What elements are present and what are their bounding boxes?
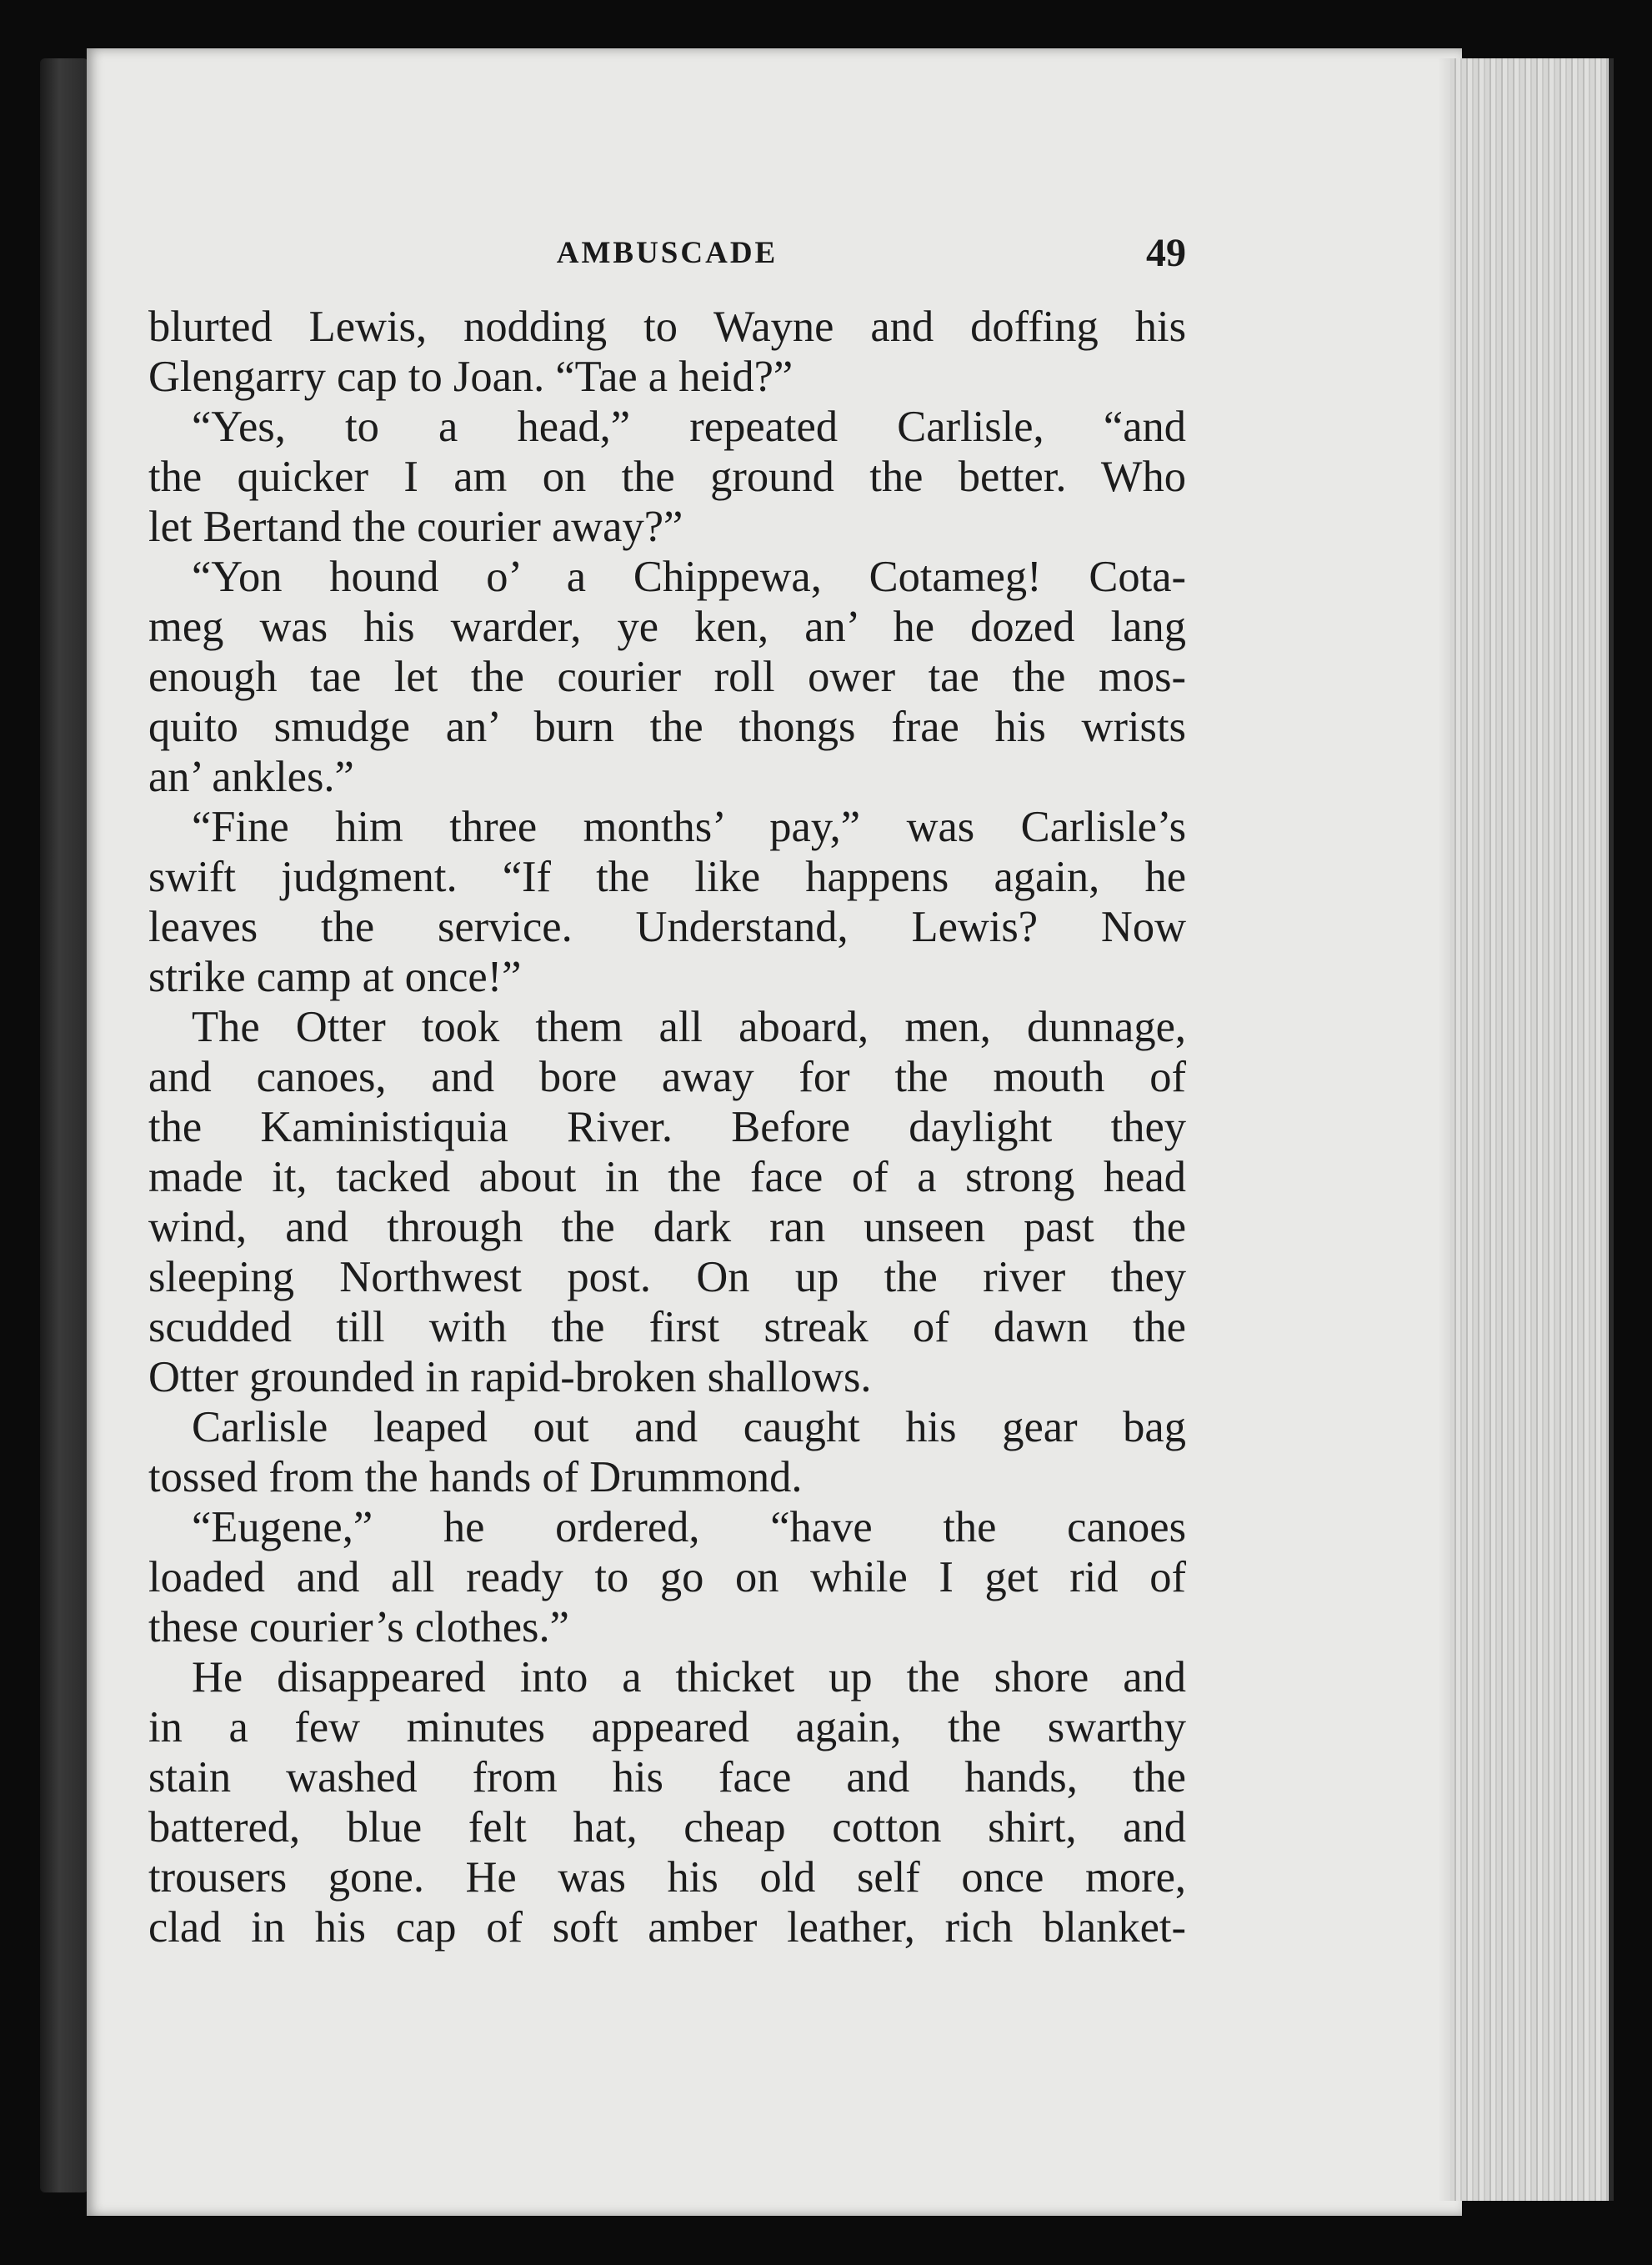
text-line: trousers gone. He was his old self once more, xyxy=(148,1853,1186,1902)
text-line: “Yes, to a head,” repeated Carlisle, “and xyxy=(192,403,1186,451)
page-stack-edges xyxy=(1450,58,1614,2201)
text-line: “Fine him three months’ pay,” was Carlisle’s xyxy=(192,803,1186,851)
text-line: meg was his warder, ye ken, an’ he dozed lang xyxy=(148,603,1186,651)
text-line: and canoes, and bore away for the mouth of xyxy=(148,1053,1186,1101)
text-line: “Eugene,” he ordered, “have the canoes xyxy=(192,1503,1186,1551)
text-line: stain washed from his face and hands, the xyxy=(148,1753,1186,1801)
text-line: swift judgment. “If the like happens again, he xyxy=(148,853,1186,901)
text-line: strike camp at once!” xyxy=(148,953,522,1001)
page-header xyxy=(148,231,1186,285)
text-line: made it, tacked about in the face of a strong head xyxy=(148,1153,1186,1201)
text-line: the quicker I am on the ground the better. Who xyxy=(148,453,1186,501)
running-head: AMBUSCADE xyxy=(556,236,778,270)
text-line: clad in his cap of soft amber leather, rich blanket- xyxy=(148,1903,1186,1952)
text-line: scudded till with the first streak of dawn the xyxy=(148,1303,1186,1351)
text-line: battered, blue felt hat, cheap cotton shirt, and xyxy=(148,1803,1186,1852)
text-line: leaves the service. Understand, Lewis? Now xyxy=(148,903,1186,951)
page-number: 49 xyxy=(1146,231,1186,275)
text-line: loaded and all ready to go on while I get rid of xyxy=(148,1553,1186,1601)
text-line: sleeping Northwest post. On up the river they xyxy=(148,1253,1186,1301)
body-text xyxy=(148,302,1186,1952)
text-line: blurted Lewis, nodding to Wayne and doffing his xyxy=(148,303,1186,351)
text-line: wind, and through the dark ran unseen past the xyxy=(148,1203,1186,1251)
text-line: Otter grounded in rapid-broken shallows. xyxy=(148,1353,872,1401)
text-line: tossed from the hands of Drummond. xyxy=(148,1453,803,1501)
text-line: enough tae let the courier roll ower tae the mos- xyxy=(148,653,1186,701)
text-line: quito smudge an’ burn the thongs frae his wrists xyxy=(148,703,1186,751)
text-line: in a few minutes appeared again, the swarthy xyxy=(148,1703,1186,1751)
text-line: Carlisle leaped out and caught his gear bag xyxy=(192,1403,1186,1451)
text-line: these courier’s clothes.” xyxy=(148,1603,569,1651)
text-line: an’ ankles.” xyxy=(148,753,354,801)
book-binding xyxy=(40,58,88,2192)
text-line: Glengarry cap to Joan. “Tae a heid?” xyxy=(148,353,793,401)
text-line: let Bertand the courier away?” xyxy=(148,503,683,551)
text-line: “Yon hound o’ a Chippewa, Cotameg! Cota- xyxy=(192,553,1186,601)
text-line: He disappeared into a thicket up the shore and xyxy=(192,1653,1186,1701)
text-line: The Otter took them all aboard, men, dunnage, xyxy=(192,1003,1186,1051)
text-line: the Kaministiquia River. Before daylight they xyxy=(148,1103,1186,1151)
